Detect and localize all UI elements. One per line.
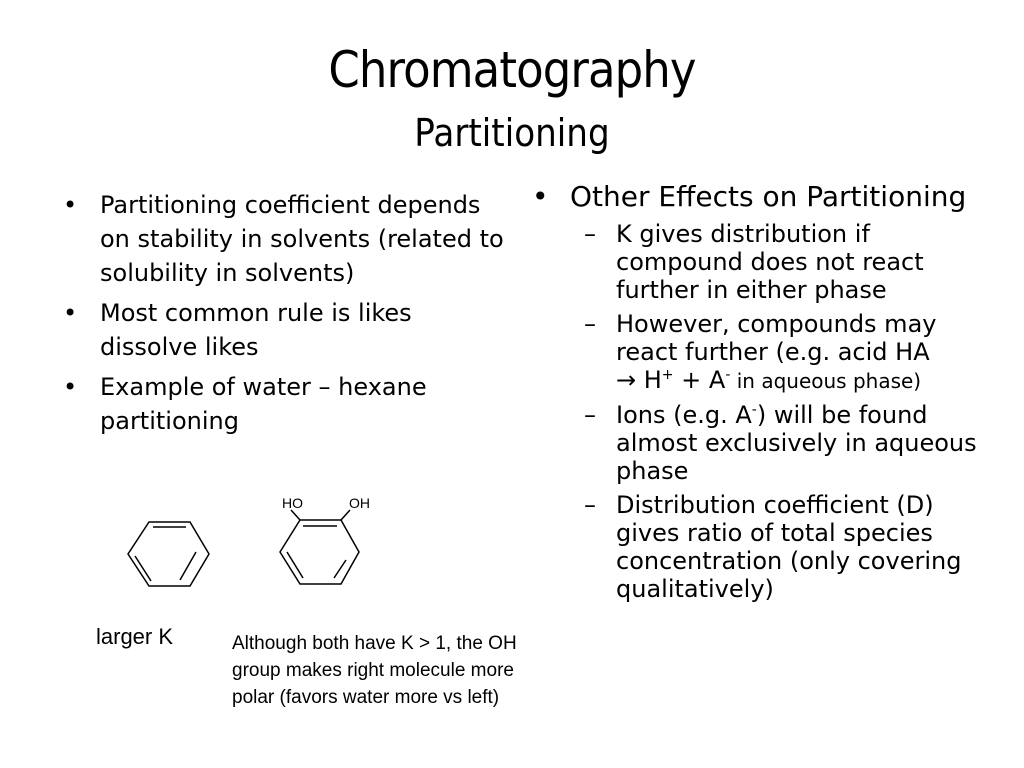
sub-item-text: However, compounds may react further (e.g. acid HA <box>616 310 937 366</box>
bullet-text: Most common rule is likes dissolve likes <box>100 299 412 361</box>
bullet-item <box>58 296 508 364</box>
bullet-dot-icon: • <box>63 299 78 327</box>
slide-subtitle: Partitioning <box>414 111 610 155</box>
right-heading: Other Effects on Partitioning <box>570 180 967 213</box>
right-sub-list <box>530 220 980 603</box>
slide-title: Chromatography <box>328 41 696 99</box>
dash-bullet-icon: – <box>584 310 596 338</box>
left-bullet-list <box>58 188 508 438</box>
dash-bullet-icon: – <box>584 401 596 429</box>
sub-item-text: Distribution coefficient (D) gives ratio of total species concentration (only covering qualitatively) <box>616 491 962 603</box>
sub-item-text: K gives distribution if compound does not react further in either phase <box>616 220 924 304</box>
right-column <box>530 180 980 603</box>
bullet-dot-icon: • <box>63 191 78 219</box>
caption-explanation: Although both have K > 1, the OH group makes right molecule more polar (favors water more vs left) <box>232 633 517 708</box>
bullet-item <box>58 370 508 438</box>
dash-bullet-icon: – <box>584 491 596 519</box>
bullet-text: Example of water – hexane partitioning <box>100 373 427 435</box>
sub-item: – However, compounds may react further (e.g. acid HA → H+ + A- in aqueous phase) <box>584 310 937 394</box>
ho-label: HO <box>282 495 303 511</box>
oh-label: OH <box>349 495 370 511</box>
sub-item <box>530 220 980 304</box>
bullet-dot-icon: • <box>63 373 78 401</box>
right-heading-item <box>530 180 980 214</box>
bullet-item <box>58 188 508 290</box>
bullet-text: Partitioning coefficient depends on stability in solvents (related to solubility in solvents) <box>100 191 504 287</box>
bullet-dot-icon: • <box>532 180 549 213</box>
caption-larger-k: larger K <box>96 624 174 649</box>
dash-bullet-icon: – <box>584 220 596 248</box>
sub-item: – Ions (e.g. A-) will be found almost exclusively in aqueous phase <box>584 401 977 485</box>
left-column <box>58 188 508 444</box>
sub-item <box>530 491 980 603</box>
